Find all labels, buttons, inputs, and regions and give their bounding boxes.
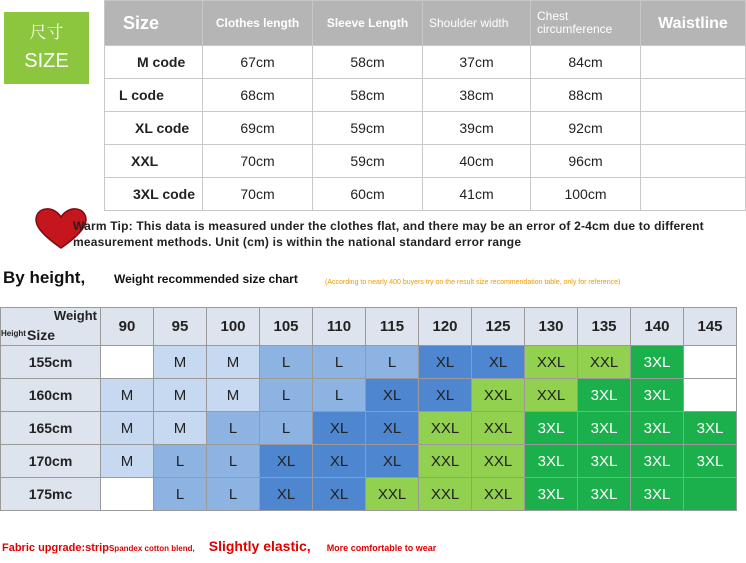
size-cell: XL: [260, 478, 313, 511]
weight-header: 90: [101, 308, 154, 346]
weight-header: 135: [578, 308, 631, 346]
measurement-cell: 39cm: [423, 112, 531, 145]
size-code: 3XL code: [105, 178, 203, 211]
height-row: [1, 412, 737, 445]
size-cell: XL: [472, 346, 525, 379]
size-cell: XXL: [472, 445, 525, 478]
size-cell: M: [101, 412, 154, 445]
size-cell: XL: [366, 379, 419, 412]
measurement-cell: 67cm: [203, 46, 313, 79]
size-cell: XXL: [578, 346, 631, 379]
size-code: L code: [105, 79, 203, 112]
height-label: 160cm: [1, 379, 101, 412]
size-cell: L: [207, 412, 260, 445]
size-cell: M: [154, 379, 207, 412]
measurement-cell: 37cm: [423, 46, 531, 79]
measurement-cell: 84cm: [531, 46, 641, 79]
weight-header: 145: [684, 308, 737, 346]
size-cell: XXL: [472, 379, 525, 412]
size-cell: 3XL: [631, 445, 684, 478]
weight-header-row: [1, 308, 737, 346]
size-cell: XL: [313, 445, 366, 478]
size-cell: M: [207, 346, 260, 379]
header-waistline: Waistline: [641, 1, 746, 46]
measurement-cell: 40cm: [423, 145, 531, 178]
size-cell: L: [154, 445, 207, 478]
measurement-cell: 58cm: [313, 46, 423, 79]
warm-tip: Warm Tip: This data is measured under the clothes flat, and there may be an error of 2-4cm due to different measurement methods. Unit (cm) is within the national standard error range: [73, 219, 704, 249]
size-cell: L: [260, 412, 313, 445]
size-cell: L: [260, 379, 313, 412]
measurement-cell: 41cm: [423, 178, 531, 211]
weight-header: 105: [260, 308, 313, 346]
footer-fabric-upgrade: Fabric upgrade:strip: [2, 542, 109, 554]
size-cell: XL: [313, 412, 366, 445]
height-note: (According to nearly 400 buyers try on the result size recommendation table, only for reference): [325, 279, 621, 286]
size-cell: XL: [419, 379, 472, 412]
size-cell: 3XL: [578, 412, 631, 445]
size-cell: 3XL: [631, 478, 684, 511]
fabric-footer: [2, 538, 436, 556]
measurement-cell: 59cm: [313, 112, 423, 145]
size-cell: XXL: [419, 445, 472, 478]
measurement-table: [104, 0, 746, 211]
size-cell: XL: [366, 445, 419, 478]
measurement-cell: 100cm: [531, 178, 641, 211]
weight-header: 115: [366, 308, 419, 346]
size-cell: L: [313, 346, 366, 379]
measurement-row: [105, 145, 746, 178]
measurement-cell: 38cm: [423, 79, 531, 112]
size-cell: XL: [366, 412, 419, 445]
size-cell: XXL: [419, 478, 472, 511]
corner-height-label: Height: [1, 329, 26, 338]
size-cell: M: [154, 346, 207, 379]
size-cell: 3XL: [631, 346, 684, 379]
size-cell: M: [101, 445, 154, 478]
size-cell: [684, 379, 737, 412]
size-badge: [4, 12, 89, 84]
size-cell: 3XL: [578, 379, 631, 412]
height-row: [1, 478, 737, 511]
size-recommendation-table: [0, 307, 737, 511]
size-cell: XL: [313, 478, 366, 511]
measurement-cell: 96cm: [531, 145, 641, 178]
header-shoulder-width: Shoulder width: [423, 1, 531, 46]
size-cell: XXL: [419, 412, 472, 445]
size-code: XXL: [105, 145, 203, 178]
measurement-cell: [641, 79, 746, 112]
size-code: XL code: [105, 112, 203, 145]
size-cell: L: [366, 346, 419, 379]
corner-size-label: Size: [27, 327, 56, 343]
size-cell: L: [207, 445, 260, 478]
header-size: Size: [105, 1, 203, 46]
measurement-cell: [641, 178, 746, 211]
weight-header: 140: [631, 308, 684, 346]
measurement-cell: 59cm: [313, 145, 423, 178]
height-title: By height,: [3, 268, 86, 287]
size-cell: [101, 346, 154, 379]
measurement-header-row: [105, 1, 746, 46]
size-cell: 3XL: [578, 478, 631, 511]
footer-comfort: More comfortable to wear: [326, 543, 437, 553]
footer-elastic: Slightly elastic,: [208, 538, 311, 554]
header-chest: Chest circumference: [531, 1, 641, 46]
header-clothes-length: Clothes length: [203, 1, 313, 46]
height-label: 170cm: [1, 445, 101, 478]
size-cell: [101, 478, 154, 511]
weight-header: 130: [525, 308, 578, 346]
size-badge-cn: 尺寸: [29, 23, 64, 43]
corner-cell: [1, 308, 101, 346]
measurement-cell: 68cm: [203, 79, 313, 112]
size-cell: 3XL: [684, 412, 737, 445]
measurement-cell: [641, 46, 746, 79]
measurement-cell: 69cm: [203, 112, 313, 145]
size-cell: XXL: [366, 478, 419, 511]
height-row: [1, 346, 737, 379]
header-sleeve-length: Sleeve Length: [313, 1, 423, 46]
weight-header: 120: [419, 308, 472, 346]
size-cell: L: [260, 346, 313, 379]
measurement-cell: 58cm: [313, 79, 423, 112]
size-cell: M: [207, 379, 260, 412]
height-row: [1, 445, 737, 478]
size-cell: XXL: [472, 478, 525, 511]
corner-weight-label: Weight: [53, 308, 97, 323]
measurement-cell: 92cm: [531, 112, 641, 145]
weight-header: 110: [313, 308, 366, 346]
size-cell: M: [154, 412, 207, 445]
measurement-cell: 70cm: [203, 178, 313, 211]
size-cell: 3XL: [631, 379, 684, 412]
size-cell: 3XL: [525, 478, 578, 511]
measurement-row: [105, 178, 746, 211]
size-cell: 3XL: [684, 445, 737, 478]
height-label: 175mc: [1, 478, 101, 511]
size-cell: XXL: [525, 346, 578, 379]
measurement-cell: 88cm: [531, 79, 641, 112]
size-cell: 3XL: [631, 412, 684, 445]
height-label: 155cm: [1, 346, 101, 379]
size-cell: XL: [260, 445, 313, 478]
height-subtitle: Weight recommended size chart: [114, 272, 298, 286]
size-cell: 3XL: [525, 412, 578, 445]
size-cell: 3XL: [578, 445, 631, 478]
size-code: M code: [105, 46, 203, 79]
measurement-row: [105, 46, 746, 79]
size-cell: [684, 478, 737, 511]
weight-header: 95: [154, 308, 207, 346]
size-cell: L: [207, 478, 260, 511]
measurement-cell: [641, 145, 746, 178]
measurement-row: [105, 112, 746, 145]
weight-header: 125: [472, 308, 525, 346]
size-cell: [684, 346, 737, 379]
size-badge-en: SIZE: [24, 50, 69, 72]
height-row: [1, 379, 737, 412]
size-cell: XL: [419, 346, 472, 379]
weight-header: 100: [207, 308, 260, 346]
size-cell: 3XL: [525, 445, 578, 478]
measurement-cell: 60cm: [313, 178, 423, 211]
size-cell: XXL: [472, 412, 525, 445]
measurement-cell: 70cm: [203, 145, 313, 178]
size-cell: XXL: [525, 379, 578, 412]
height-label: 165cm: [1, 412, 101, 445]
size-cell: M: [101, 379, 154, 412]
size-cell: L: [313, 379, 366, 412]
size-cell: L: [154, 478, 207, 511]
measurement-cell: [641, 112, 746, 145]
measurement-row: [105, 79, 746, 112]
footer-spandex: Spandex cotton blend,: [108, 544, 195, 553]
